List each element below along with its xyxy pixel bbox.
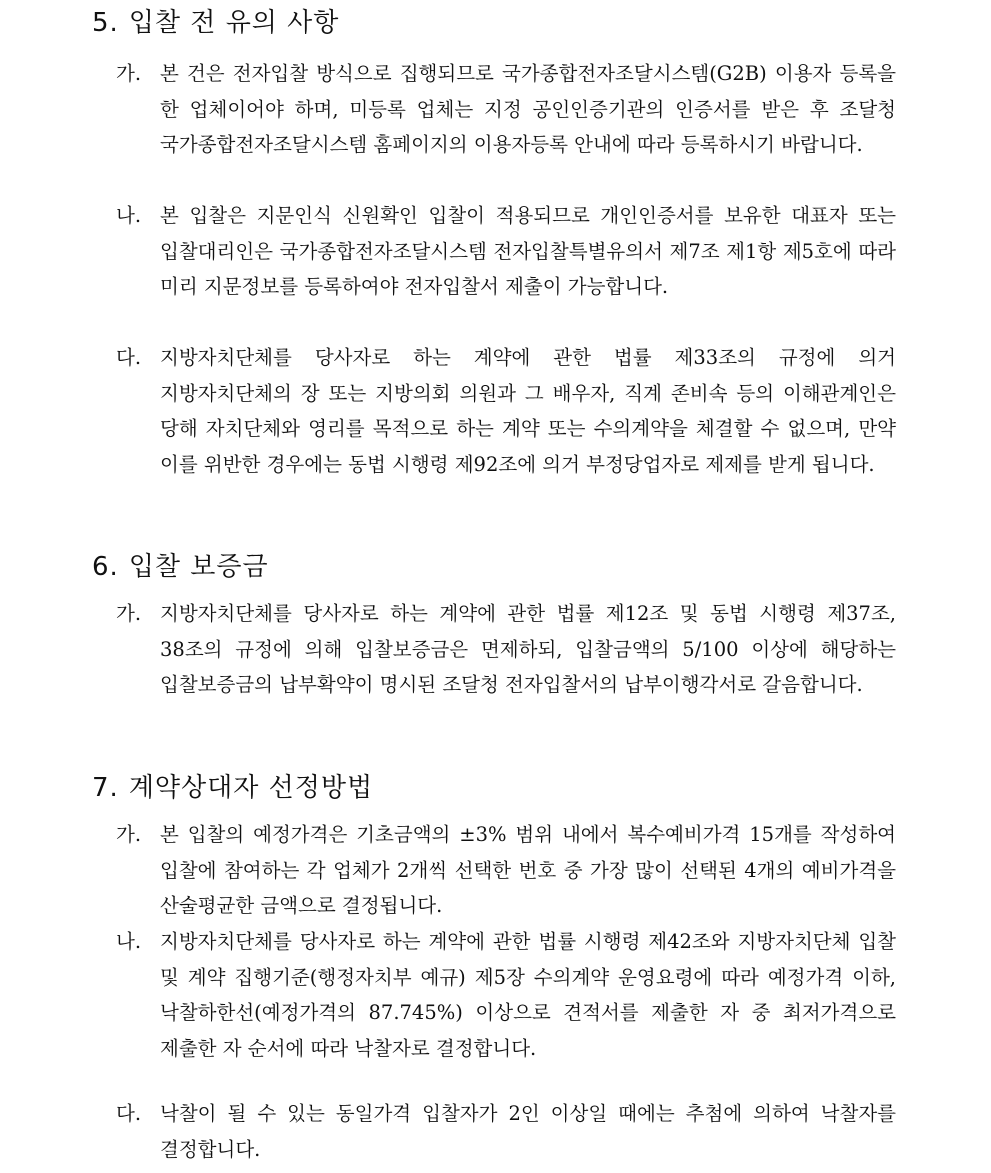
item-marker: 다. xyxy=(116,1102,142,1125)
item-marker: 나. xyxy=(116,204,142,227)
item-marker: 다. xyxy=(116,346,142,369)
section-7-item-ga xyxy=(116,817,896,924)
item-text: 낙찰이 될 수 있는 동일가격 입찰자가 2인 이상일 때에는 추첨에 의하여 낙찰자를 결정합니다. xyxy=(160,1102,896,1161)
section-6-item-ga xyxy=(116,596,896,703)
section-6-heading xyxy=(92,550,269,584)
item-text: 지방자치단체를 당사자로 하는 계약에 관한 법률 시행령 제42조와 지방자치단체 입찰 및 계약 집행기준(행정자치부 예규) 제5장 수의계약 운영요령에 따라 예정가격 이하, 낙찰하한선(예정가격의 87.745%) 이상으로 견적서를 제출한 자 중 최저가격으로 제출한 자 순서에 따라 낙찰자로 결정합니다. xyxy=(160,930,896,1060)
section-5-item-na xyxy=(116,198,896,305)
item-text: 지방자치단체를 당사자로 하는 계약에 관한 법률 제33조의 규정에 의거 지방자치단체의 장 또는 지방의회 의원과 그 배우자, 직계 존비속 등의 이해관계인은 당해 자치단체와 영리를 목적으로 하는 계약 또는 수의계약을 체결할 수 없으며, 만약 이를 위반한 경우에는 동법 시행령 제92조에 의거 부정당업자로 제제를 받게 됩니다. xyxy=(160,346,896,476)
section-number: 6. xyxy=(92,552,119,582)
section-5-heading xyxy=(92,6,339,40)
item-marker: 가. xyxy=(116,823,142,846)
item-marker: 가. xyxy=(116,602,142,625)
section-7-heading xyxy=(92,771,373,805)
section-title: 입찰 전 유의 사항 xyxy=(128,8,340,38)
item-marker: 가. xyxy=(116,62,142,85)
section-number: 7. xyxy=(92,773,119,803)
item-text: 본 입찰은 지문인식 신원확인 입찰이 적용되므로 개인인증서를 보유한 대표자 또는 입찰대리인은 국가종합전자조달시스템 전자입찰특별유의서 제7조 제1항 제5호에 따라 미리 지문정보를 등록하여야 전자입찰서 제출이 가능합니다. xyxy=(160,204,896,298)
section-7-item-da xyxy=(116,1096,896,1167)
section-number: 5. xyxy=(92,8,119,38)
item-text: 본 건은 전자입찰 방식으로 집행되므로 국가종합전자조달시스템(G2B) 이용자 등록을 한 업체이어야 하며, 미등록 업체는 지정 공인인증기관의 인증서를 받은 후 조달청 국가종합전자조달시스템 홈페이지의 이용자등록 안내에 따라 등록하시기 바랍니다. xyxy=(160,62,896,156)
item-text: 지방자치단체를 당사자로 하는 계약에 관한 법률 제12조 및 동법 시행령 제37조, 38조의 규정에 의해 입찰보증금은 면제하되, 입찰금액의 5/100 이상에 해당하는 입찰보증금의 납부확약이 명시된 조달청 전자입찰서의 납부이행각서로 갈음합니다. xyxy=(160,602,896,696)
section-5-item-ga xyxy=(116,56,896,163)
item-marker: 나. xyxy=(116,930,142,953)
section-title: 계약상대자 선정방법 xyxy=(128,773,374,803)
section-7-item-na xyxy=(116,924,896,1066)
item-text: 본 입찰의 예정가격은 기초금액의 ±3% 범위 내에서 복수예비가격 15개를 작성하여 입찰에 참여하는 각 업체가 2개씩 선택한 번호 중 가장 많이 선택된 4개의 예비가격을 산술평균한 금액으로 결정됩니다. xyxy=(160,823,896,917)
section-5-item-da xyxy=(116,340,896,482)
section-title: 입찰 보증금 xyxy=(128,552,269,582)
